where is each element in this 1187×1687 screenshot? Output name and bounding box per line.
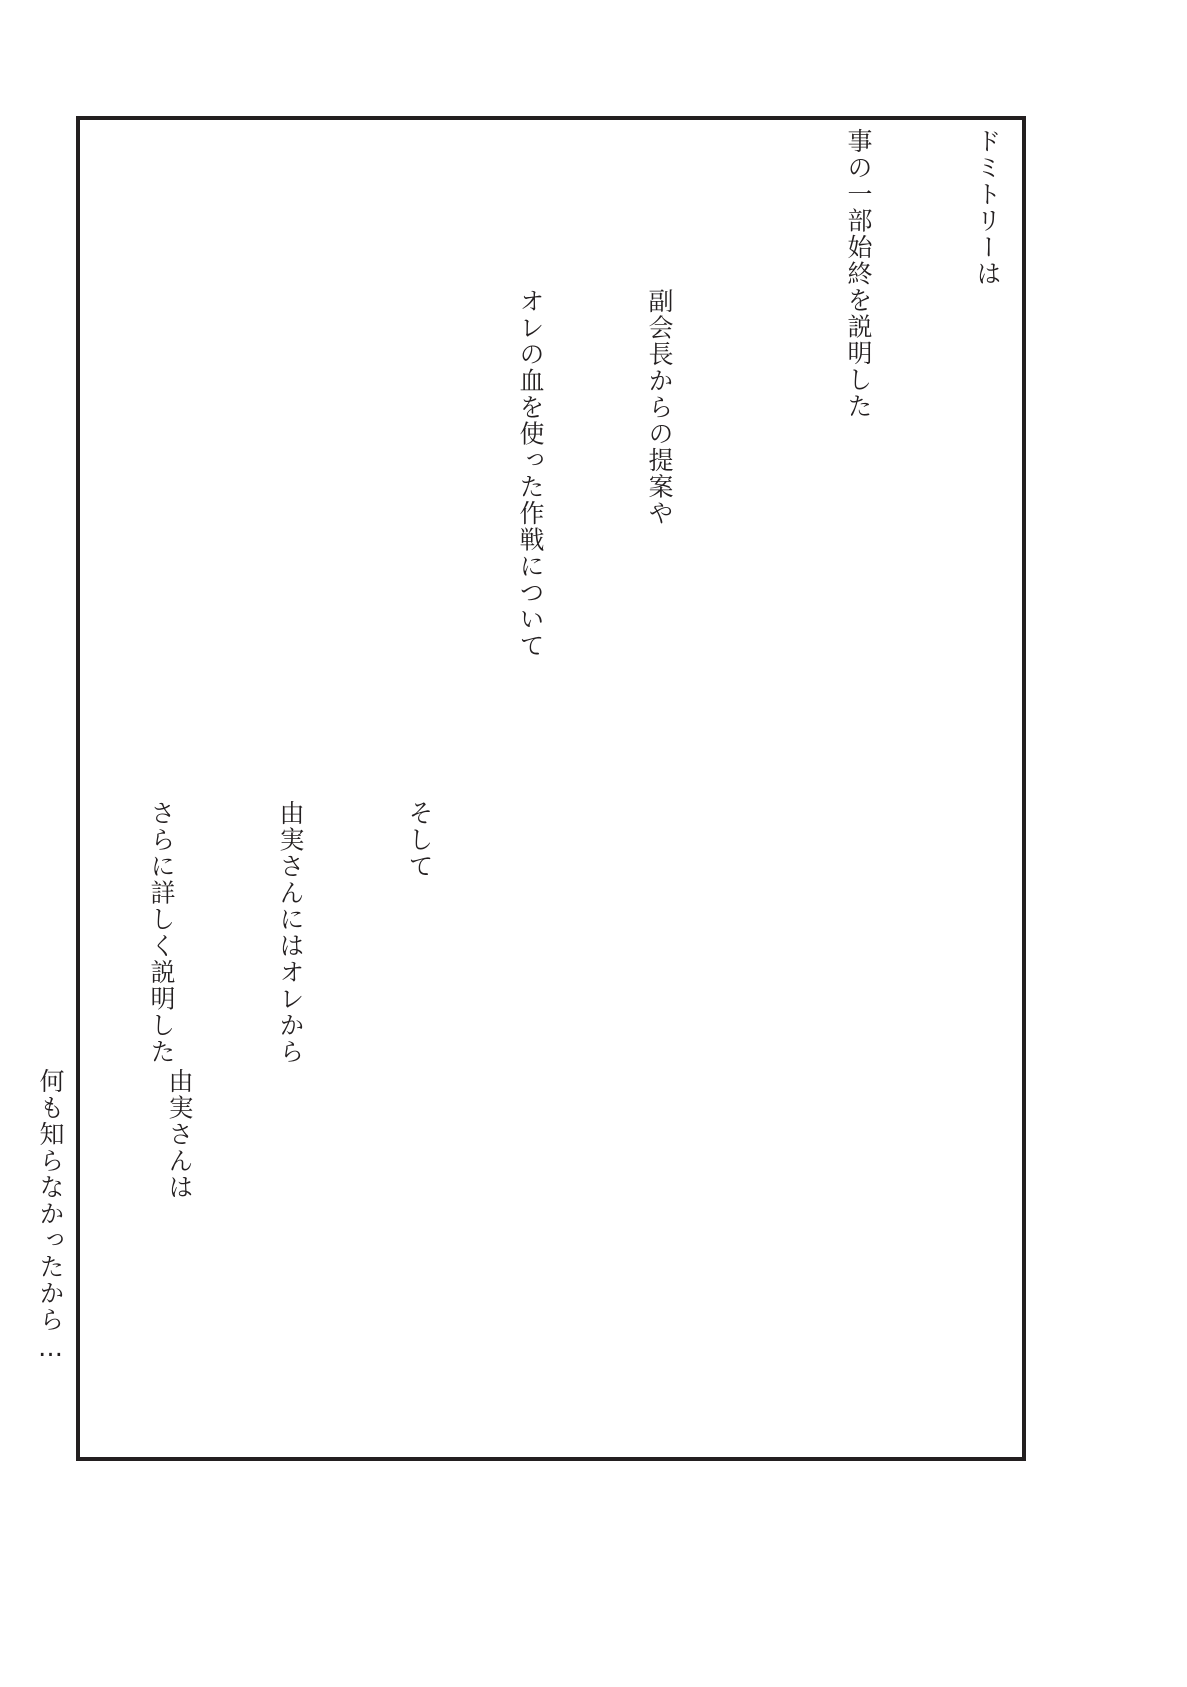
narration-line: 由実さんにはオレから [276,800,305,1065]
narration-line: オレの血を使った作戦について [516,288,545,659]
narration-line: そして [405,800,434,880]
narration-line: 由実さんは [165,1068,194,1201]
narration-line: 何も知らなかったから… [36,1068,65,1364]
narration-text-block-4 [0,1068,287,1428]
narration-line: さらに詳しく説明した [147,800,176,1065]
narration-text-block-2 [423,288,767,748]
narration-line: 副会長からの提案や [645,288,674,527]
narration-line: ドミトリーは [973,128,1002,287]
narration-text-block-1 [751,128,1095,528]
narration-line: 事の一部始終を説明した [844,128,873,420]
